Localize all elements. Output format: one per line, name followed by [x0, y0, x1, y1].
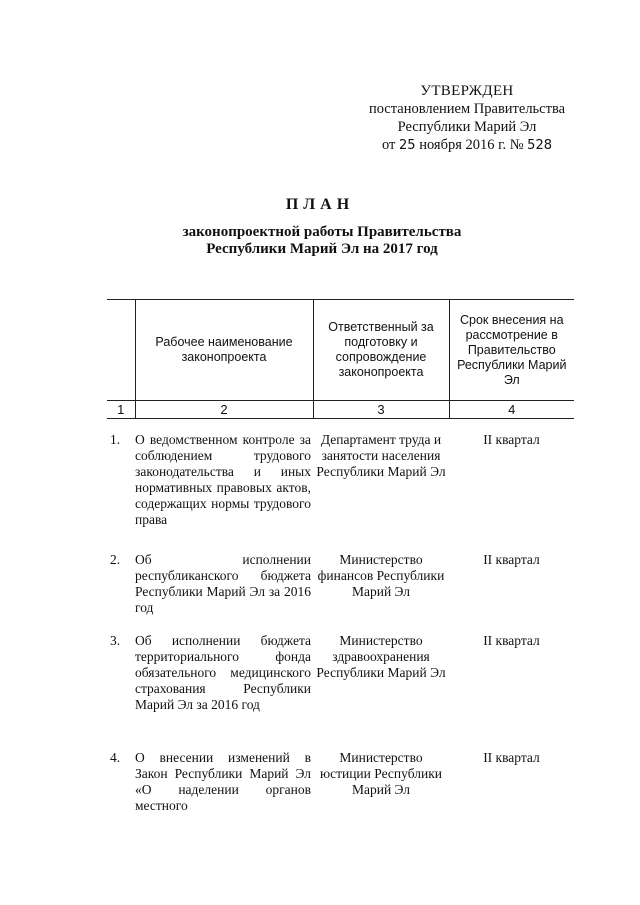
row-responsible: Министерство здравоохранения Республики Марий Эл — [316, 633, 446, 680]
row-responsible: Министерство юстиции Республики Марий Эл — [320, 750, 442, 797]
row-term: II квартал — [483, 750, 540, 765]
subtitle-line-1: законопроектной работы Правительства — [182, 224, 462, 240]
row-term: II квартал — [483, 633, 540, 648]
row-term: II квартал — [483, 432, 540, 447]
row-responsible: Министерство финансов Республики Марий Эл — [317, 552, 445, 599]
subtitle-line-2: Республики Марий Эл на 2017 год — [206, 241, 438, 257]
row-number: 3. — [110, 633, 121, 648]
document-title: ПЛАН — [285, 196, 355, 213]
header-name: Рабочее наименование законопроекта — [135, 300, 313, 401]
approval-stamp — [360, 82, 574, 155]
document-subtitle — [150, 224, 494, 258]
approval-date-prefix: от — [381, 137, 396, 153]
row-name: Об исполнении республиканского бюджета Республики Марий Эл за 2016 год — [135, 552, 311, 615]
column-number: 2 — [135, 401, 313, 419]
header-number — [107, 300, 135, 401]
approval-date-day: 25 — [399, 138, 416, 153]
approval-line-2: постановлением Правительства — [368, 101, 566, 117]
table-row — [107, 419, 574, 553]
row-responsible: Департамент труда и занятости населения Республики Марий Эл — [316, 432, 446, 479]
column-number: 1 — [107, 401, 135, 419]
approval-line-3: Республики Марий Эл — [397, 119, 537, 135]
table-header-row — [107, 300, 574, 401]
approval-heading: УТВЕРЖДЕН — [420, 83, 514, 99]
row-name: Об исполнении бюджета территориального фонда обязательного медицинского страхования Республики Марий Эл за 2016 год — [135, 633, 311, 712]
row-number: 2. — [110, 552, 121, 567]
row-number: 4. — [110, 750, 121, 765]
column-number-row — [107, 401, 574, 419]
approval-number-sign: № — [509, 137, 524, 153]
column-number: 3 — [313, 401, 449, 419]
table-row — [107, 552, 574, 633]
approval-number: 528 — [527, 138, 552, 153]
table-row — [107, 633, 574, 750]
column-number: 4 — [449, 401, 574, 419]
row-name: О ведомственном контроле за соблюдением трудового законодательства и иных нормативных правовых актов, содержащих нормы трудового права — [135, 432, 311, 527]
row-term: II квартал — [483, 552, 540, 567]
header-term: Срок внесения на рассмотрение в Правительство Республики Марий Эл — [449, 300, 574, 401]
approval-date-rest: ноября 2016 г. — [419, 137, 507, 153]
table-row — [107, 750, 574, 822]
row-number: 1. — [110, 432, 121, 447]
header-responsible: Ответственный за подготовку и сопровождение законопроекта — [313, 300, 449, 401]
approval-date-line — [360, 136, 574, 155]
plan-table — [107, 299, 574, 822]
row-name: О внесении изменений в Закон Республики Марий Эл «О наделении органов местного — [135, 750, 311, 813]
